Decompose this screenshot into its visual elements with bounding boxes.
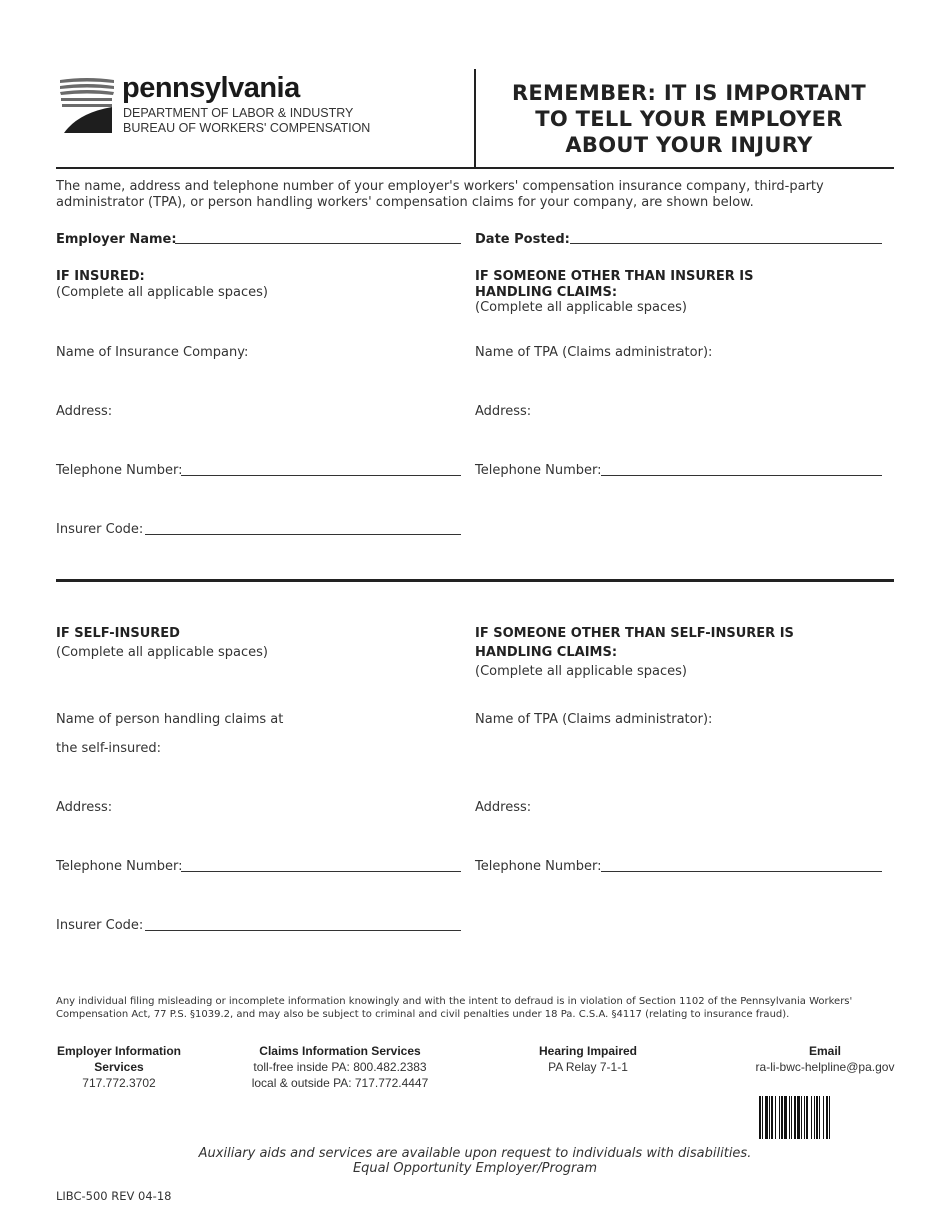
self-insured-title: IF SELF-INSURED bbox=[56, 626, 180, 641]
section-divider bbox=[56, 579, 894, 582]
insured-note: (Complete all applicable spaces) bbox=[56, 285, 268, 300]
contact-employer-info bbox=[44, 1043, 194, 1091]
hearing-impaired-title: Hearing Impaired bbox=[538, 1044, 638, 1058]
headline-line-3: ABOUT YOUR INJURY bbox=[565, 133, 813, 157]
claims-tollfree: toll-free inside PA: 800.482.2383 bbox=[253, 1060, 427, 1074]
tpa-self-phone-label: Telephone Number: bbox=[475, 859, 602, 874]
auxiliary-aids-text: Auxiliary aids and services are available upon request to individuals with disabilities. bbox=[198, 1146, 752, 1161]
insured-phone-field[interactable] bbox=[181, 475, 461, 476]
employer-info-phone: 717.772.3702 bbox=[82, 1076, 156, 1090]
header-divider bbox=[474, 69, 476, 167]
fraud-notice: Any individual filing misleading or incomplete information knowingly and with the intent to defraud is in violation of Section 1102 of the Pennsylvania Workers' Compensation Act, 77 P.S. §1039.2, and may also be subject to criminal and civil penalties under 18 Pa. C.S.A. §4117 (relating to insurance fraud). bbox=[56, 996, 853, 1020]
self-insurer-code-field[interactable] bbox=[145, 930, 461, 931]
employer-info-title-2: Services bbox=[94, 1060, 144, 1074]
date-posted-label: Date Posted: bbox=[475, 232, 570, 247]
employer-name-field[interactable] bbox=[175, 243, 461, 244]
employer-name-label: Employer Name: bbox=[56, 232, 177, 247]
tpa-self-title-2: HANDLING CLAIMS: bbox=[475, 645, 618, 660]
page-title bbox=[478, 80, 900, 158]
claims-person-label-2: the self-insured: bbox=[56, 741, 161, 756]
tpa-name-label: Name of TPA (Claims administrator): bbox=[475, 345, 713, 360]
claims-info-title: Claims Information Services bbox=[259, 1044, 421, 1058]
contact-email bbox=[745, 1043, 905, 1075]
insured-title: IF INSURED: bbox=[56, 269, 145, 284]
tpa-self-phone-field[interactable] bbox=[601, 871, 882, 872]
email-value[interactable]: ra-li-bwc-helpline@pa.gov bbox=[755, 1060, 895, 1074]
form-id: LIBC-500 REV 04-18 bbox=[56, 1189, 172, 1203]
headline-line-1: REMEMBER: IT IS IMPORTANT bbox=[511, 81, 867, 105]
brand-name: pennsylvania bbox=[122, 72, 300, 104]
contact-hearing-impaired bbox=[508, 1043, 668, 1075]
tpa-insured-note: (Complete all applicable spaces) bbox=[475, 300, 687, 315]
tpa-self-name-label: Name of TPA (Claims administrator): bbox=[475, 712, 713, 727]
tpa-self-title-1: IF SOMEONE OTHER THAN SELF-INSURER IS bbox=[475, 626, 794, 641]
tpa-self-address-label: Address: bbox=[475, 800, 532, 815]
header-rule bbox=[56, 167, 894, 169]
intro-text: The name, address and telephone number of your employer's workers' compensation insurance company, third-party administrator (TPA), or person handling workers' compensation claims for your company, are shown below. bbox=[56, 179, 824, 210]
insured-address-label: Address: bbox=[56, 404, 113, 419]
self-phone-label: Telephone Number: bbox=[56, 859, 183, 874]
tpa-address-label: Address: bbox=[475, 404, 532, 419]
headline-line-2: TO TELL YOUR EMPLOYER bbox=[535, 107, 843, 131]
insurer-code-field[interactable] bbox=[145, 534, 461, 535]
claims-local: local & outside PA: 717.772.4447 bbox=[251, 1076, 429, 1090]
claims-person-label-1: Name of person handling claims at bbox=[56, 712, 284, 727]
employer-info-title-1: Employer Information bbox=[56, 1044, 181, 1058]
tpa-insured-title-2: HANDLING CLAIMS: bbox=[475, 285, 618, 300]
hearing-impaired-value: PA Relay 7-1-1 bbox=[548, 1060, 628, 1074]
insurer-code-label: Insurer Code: bbox=[56, 522, 144, 537]
keystone-logo-icon bbox=[56, 77, 118, 135]
tpa-self-note: (Complete all applicable spaces) bbox=[475, 664, 687, 679]
insured-phone-label: Telephone Number: bbox=[56, 463, 183, 478]
self-insurer-code-label: Insurer Code: bbox=[56, 918, 144, 933]
contact-claims-info bbox=[225, 1043, 455, 1091]
email-title: Email bbox=[808, 1044, 841, 1058]
tpa-insured-title-1: IF SOMEONE OTHER THAN INSURER IS bbox=[475, 269, 754, 284]
department-name: DEPARTMENT OF LABOR & INDUSTRY bbox=[123, 106, 354, 120]
self-address-label: Address: bbox=[56, 800, 113, 815]
bureau-name: BUREAU OF WORKERS' COMPENSATION bbox=[123, 121, 371, 135]
self-insured-note: (Complete all applicable spaces) bbox=[56, 645, 268, 660]
date-posted-field[interactable] bbox=[570, 243, 882, 244]
insurance-company-label: Name of Insurance Company: bbox=[56, 345, 249, 360]
barcode-icon bbox=[759, 1096, 866, 1139]
tpa-phone-field[interactable] bbox=[601, 475, 882, 476]
tpa-phone-label: Telephone Number: bbox=[475, 463, 602, 478]
self-phone-field[interactable] bbox=[181, 871, 461, 872]
equal-opportunity-text: Equal Opportunity Employer/Program bbox=[352, 1161, 598, 1176]
